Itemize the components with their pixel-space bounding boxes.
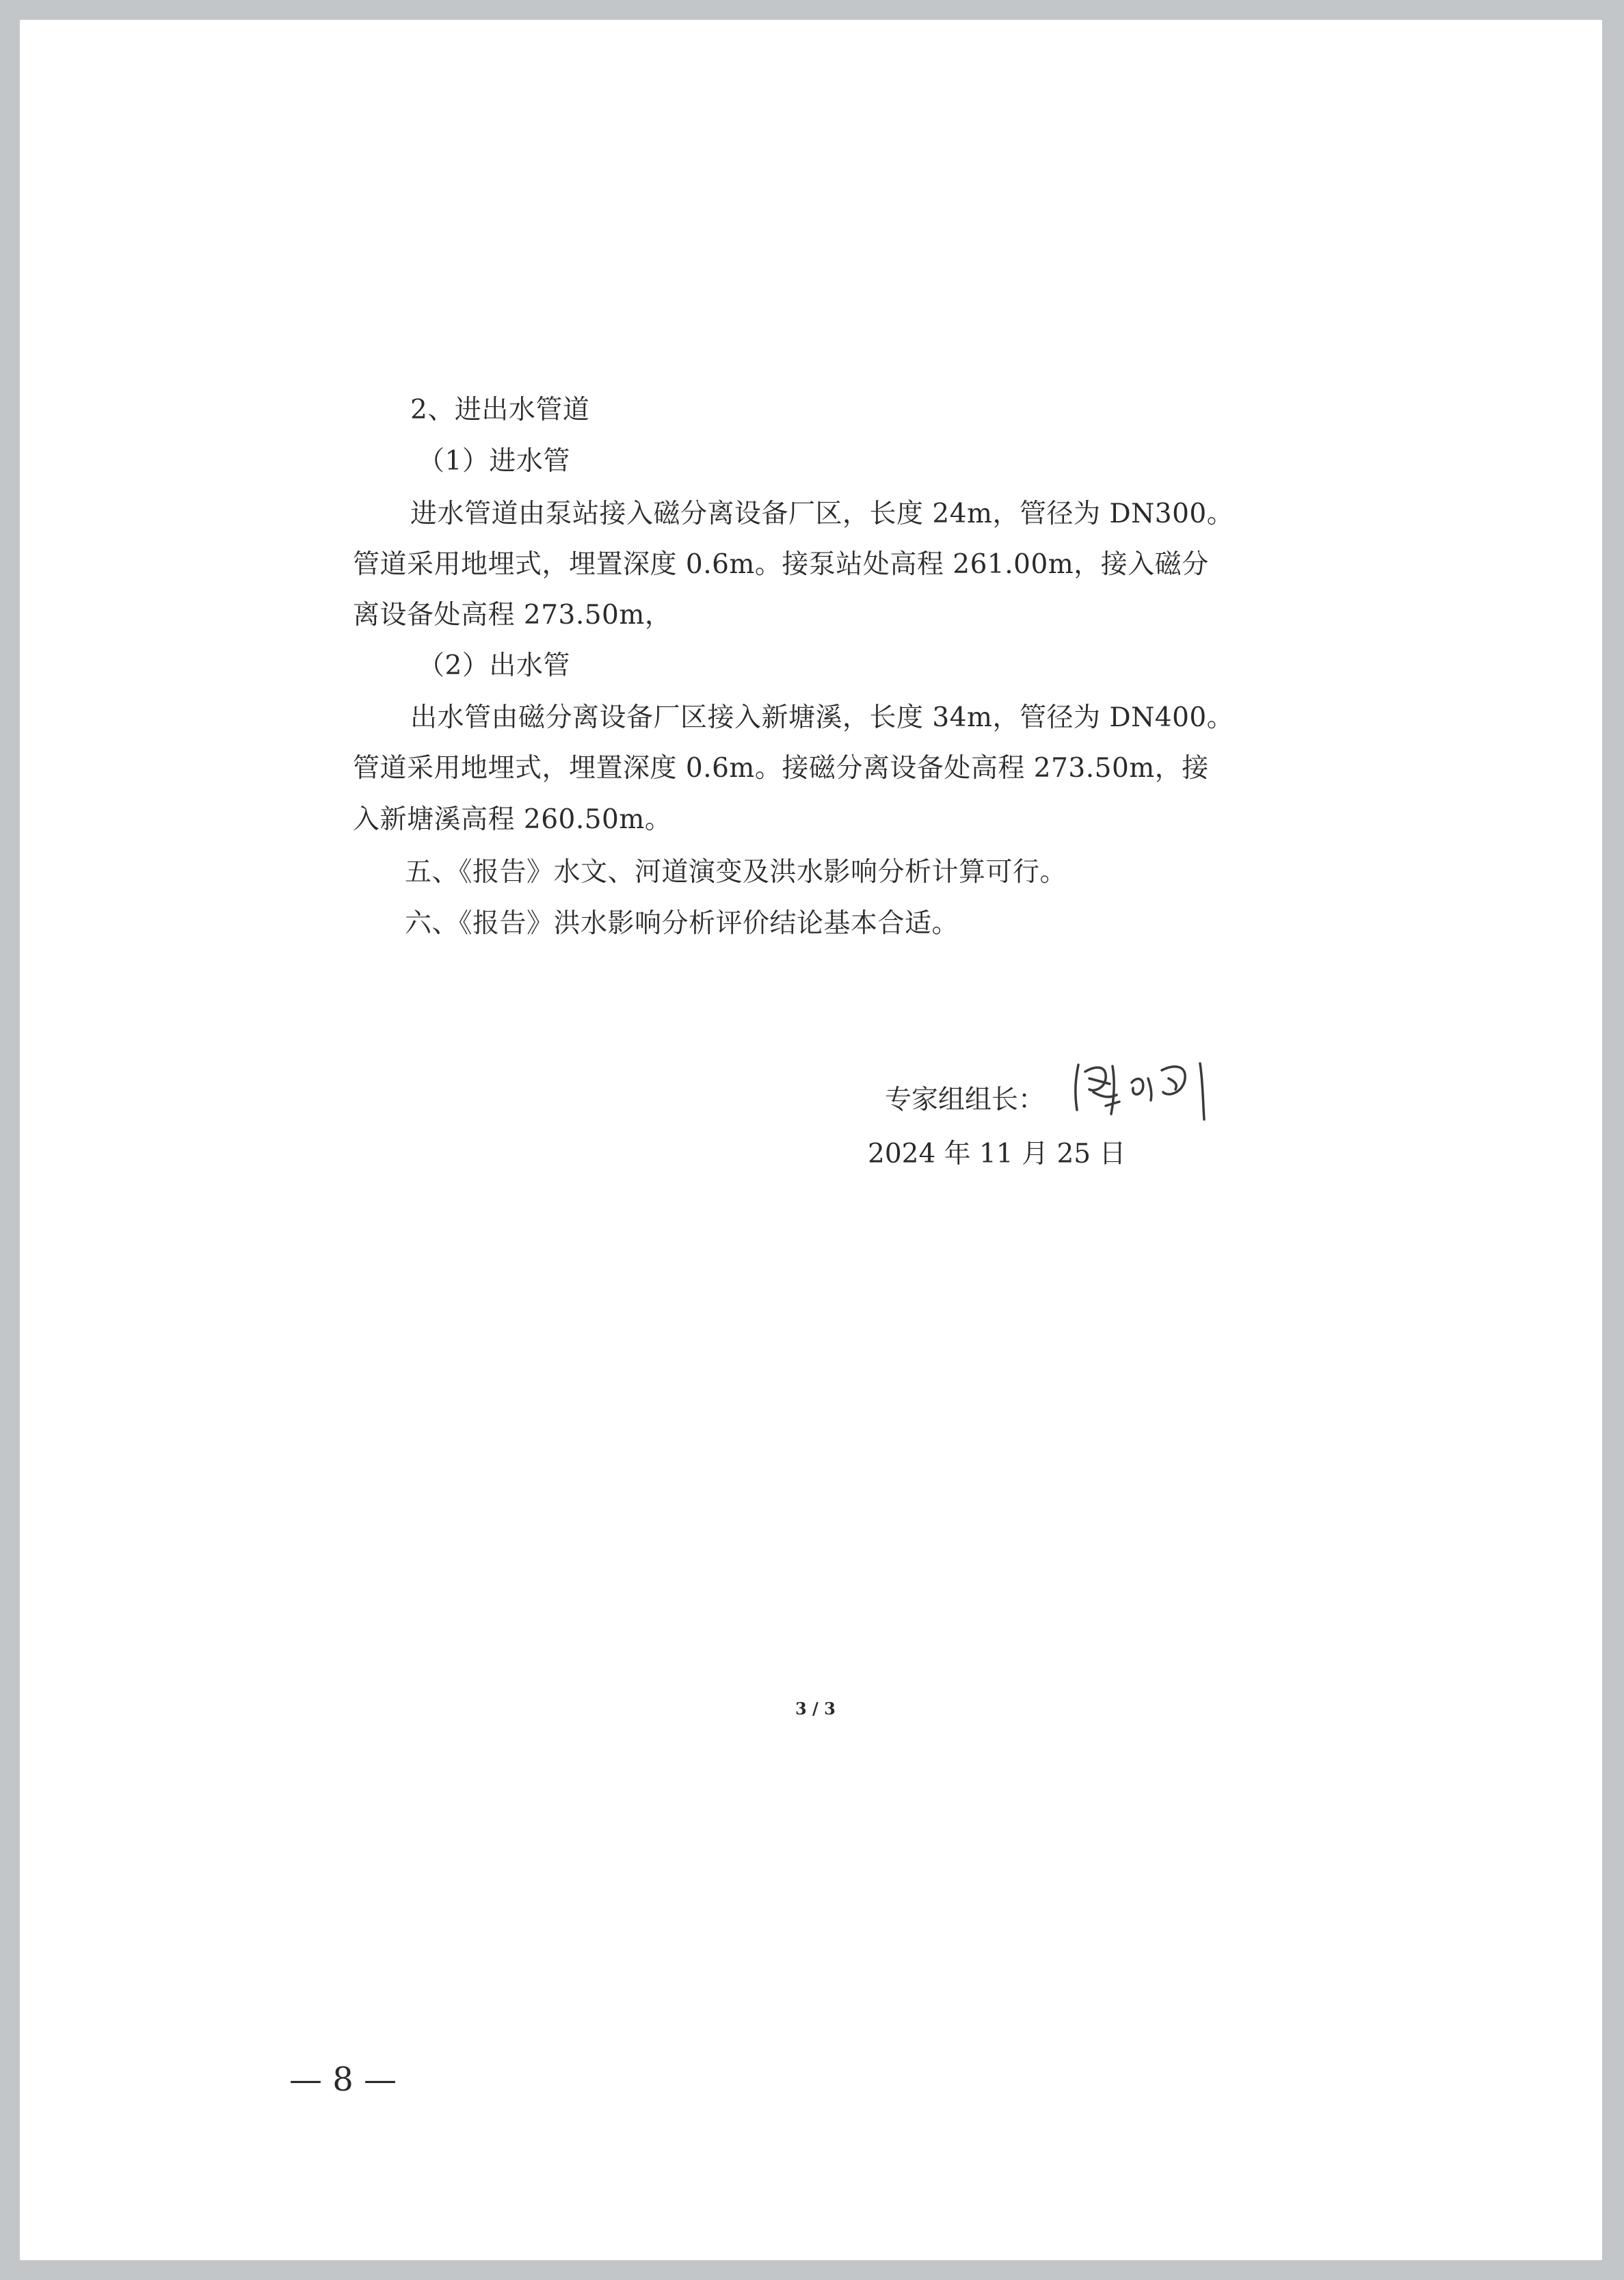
page-number: — 8 — xyxy=(289,2060,397,2099)
section-heading-pipes: 2、进出水管道 xyxy=(410,395,590,425)
page-marker: 3 / 3 xyxy=(795,1699,836,1719)
paragraph-line: 管道采用地埋式，埋置深度 0.6m。接泵站处高程 261.00m，接入磁分 xyxy=(353,549,1209,580)
paragraph-line: 管道采用地埋式，埋置深度 0.6m。接磁分离设备处高程 273.50m，接 xyxy=(353,753,1209,784)
subheading-inlet-pipe: （1）进水管 xyxy=(418,446,570,477)
document-page xyxy=(20,20,1602,2260)
conclusion-item-6: 六、《报告》洪水影响分析评价结论基本合适。 xyxy=(405,908,959,939)
handwritten-signature-icon xyxy=(1066,1051,1216,1126)
conclusion-item-5: 五、《报告》水文、河道演变及洪水影响分析计算可行。 xyxy=(405,857,1067,888)
paragraph-line: 出水管由磁分离设备厂区接入新塘溪，长度 34m，管径为 DN400。 xyxy=(410,702,1234,733)
subheading-outlet-pipe: （2）出水管 xyxy=(418,650,570,681)
signature-date: 2024 年 11 月 25 日 xyxy=(868,1139,1126,1169)
signature-label: 专家组组长： xyxy=(885,1085,1046,1115)
paragraph-line: 进水管道由泵站接入磁分离设备厂区，长度 24m，管径为 DN300。 xyxy=(410,499,1234,529)
paragraph-line: 入新塘溪高程 260.50m。 xyxy=(353,804,672,835)
paragraph-line: 离设备处高程 273.50m， xyxy=(353,600,672,631)
